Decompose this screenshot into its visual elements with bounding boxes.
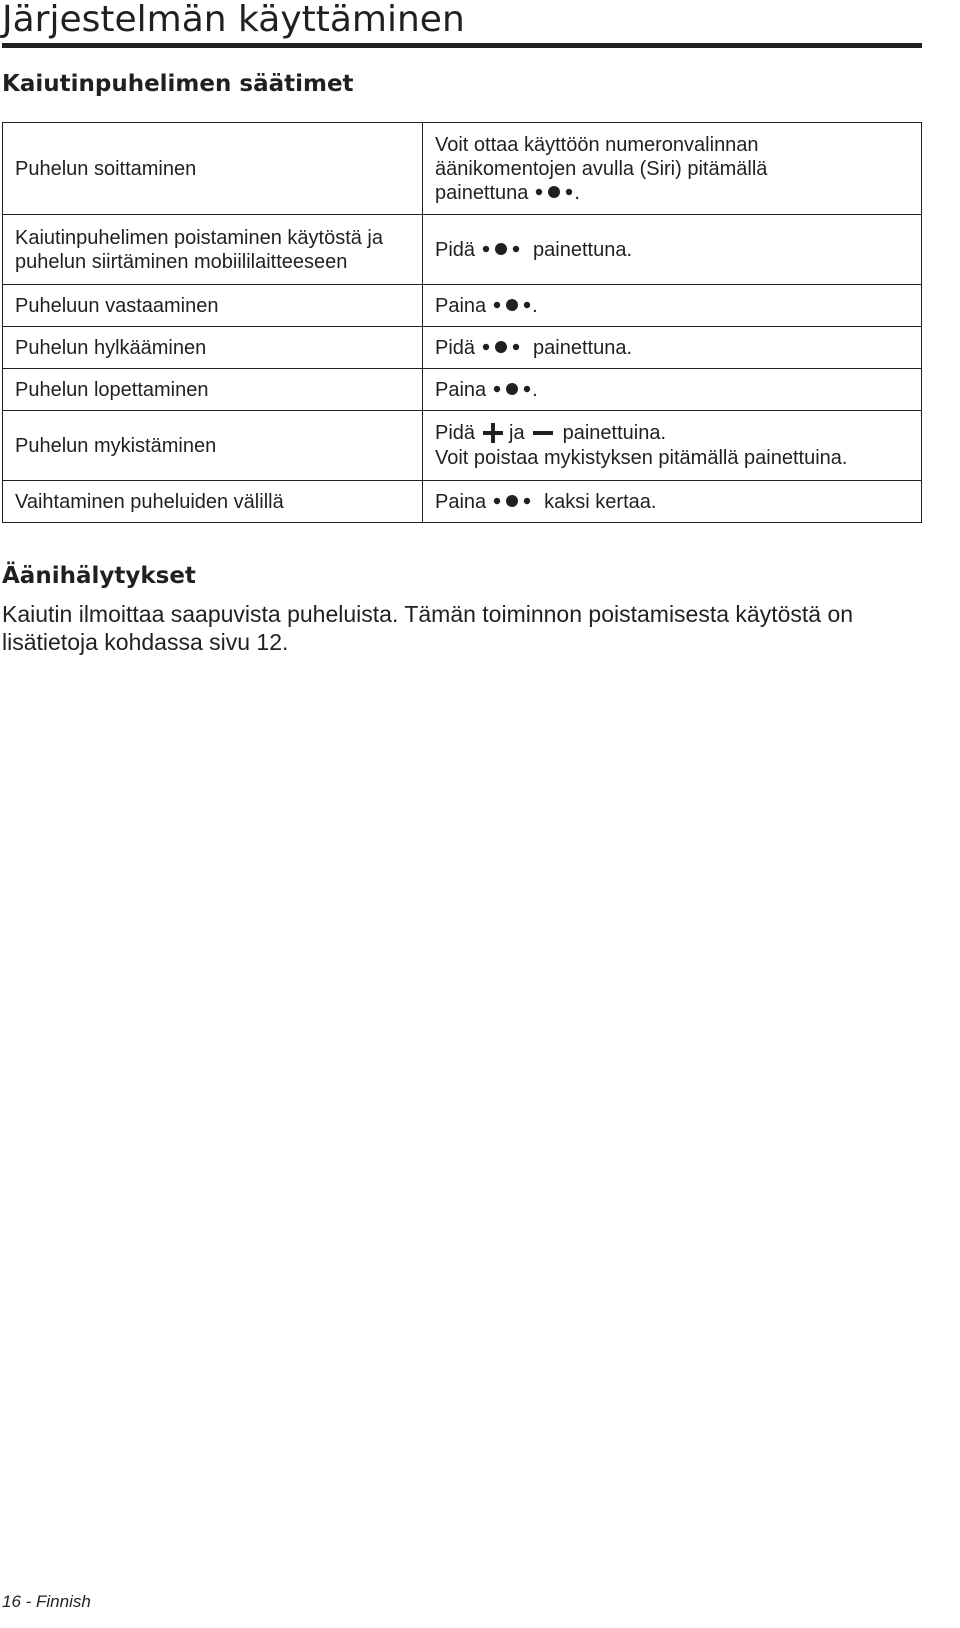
section-heading-voice-alerts: Äänihälytykset [2, 563, 196, 589]
instruction-text: painettuna. [533, 336, 633, 359]
instruction-cell [423, 285, 922, 327]
instruction-text: . [574, 181, 580, 204]
instruction-text: . [532, 378, 538, 401]
instruction-line: äänikomentojen avulla (Siri) pitämällä [435, 157, 768, 180]
multi-function-button-icon [481, 340, 521, 354]
instruction-text: . [532, 294, 538, 317]
page-footer: 16 - Finnish [2, 1592, 91, 1611]
instruction-text: kaksi kertaa. [544, 490, 657, 513]
multi-function-button-icon [492, 298, 532, 312]
instruction-text: Pidä [435, 336, 476, 359]
action-cell: Puhelun mykistäminen [3, 411, 423, 481]
action-cell: Puhelun lopettaminen [3, 369, 423, 411]
instruction-line: Voit poistaa mykistyksen pitämällä painettuina. [435, 446, 848, 469]
instruction-text: painettuna. [533, 238, 633, 261]
voice-alerts-body: Kaiutin ilmoittaa saapuvista puheluista. Tämän toiminnon poistamisesta käytöstä on lisätietoja kohdassa sivu 12. [2, 601, 854, 655]
page-title: Järjestelmän käyttäminen [2, 0, 465, 40]
instruction-line: Voit ottaa käyttöön numeronvalinnan [435, 133, 759, 156]
instruction-cell [423, 411, 922, 481]
multi-function-button-icon [492, 382, 532, 396]
action-cell: Puhelun hylkääminen [3, 327, 423, 369]
controls-table [2, 122, 922, 523]
table-row [3, 369, 922, 411]
title-rule [2, 43, 922, 48]
instruction-text: Pidä [435, 238, 476, 261]
table-row [3, 411, 922, 481]
instruction-text: Paina [435, 490, 487, 513]
instruction-cell [423, 369, 922, 411]
action-cell: Vaihtaminen puheluiden välillä [3, 481, 423, 523]
instruction-text: painettuina. [562, 422, 667, 445]
instruction-cell [423, 481, 922, 523]
minus-icon [533, 423, 553, 443]
instruction-text: Paina [435, 294, 487, 317]
table-row [3, 123, 922, 215]
table-row [3, 215, 922, 285]
instruction-text: Paina [435, 378, 487, 401]
table-row [3, 481, 922, 523]
instruction-cell [423, 215, 922, 285]
action-cell: Puhelun soittaminen [3, 123, 423, 215]
action-cell: Kaiutinpuhelimen poistaminen käytöstä ja puhelun siirtäminen mobiililaitteeseen [3, 215, 423, 285]
multi-function-button-icon [492, 494, 532, 508]
instruction-cell [423, 327, 922, 369]
action-cell: Puheluun vastaaminen [3, 285, 423, 327]
multi-function-button-icon [481, 242, 521, 256]
section-heading-speakerphone: Kaiutinpuhelimen säätimet [2, 71, 354, 97]
instruction-text: ja [509, 422, 525, 445]
instruction-cell [423, 123, 922, 215]
table-row [3, 285, 922, 327]
plus-icon [483, 423, 503, 443]
instruction-text: Pidä [435, 422, 476, 445]
multi-function-button-icon [534, 185, 574, 199]
table-row [3, 327, 922, 369]
instruction-text: painettuna [435, 181, 529, 204]
